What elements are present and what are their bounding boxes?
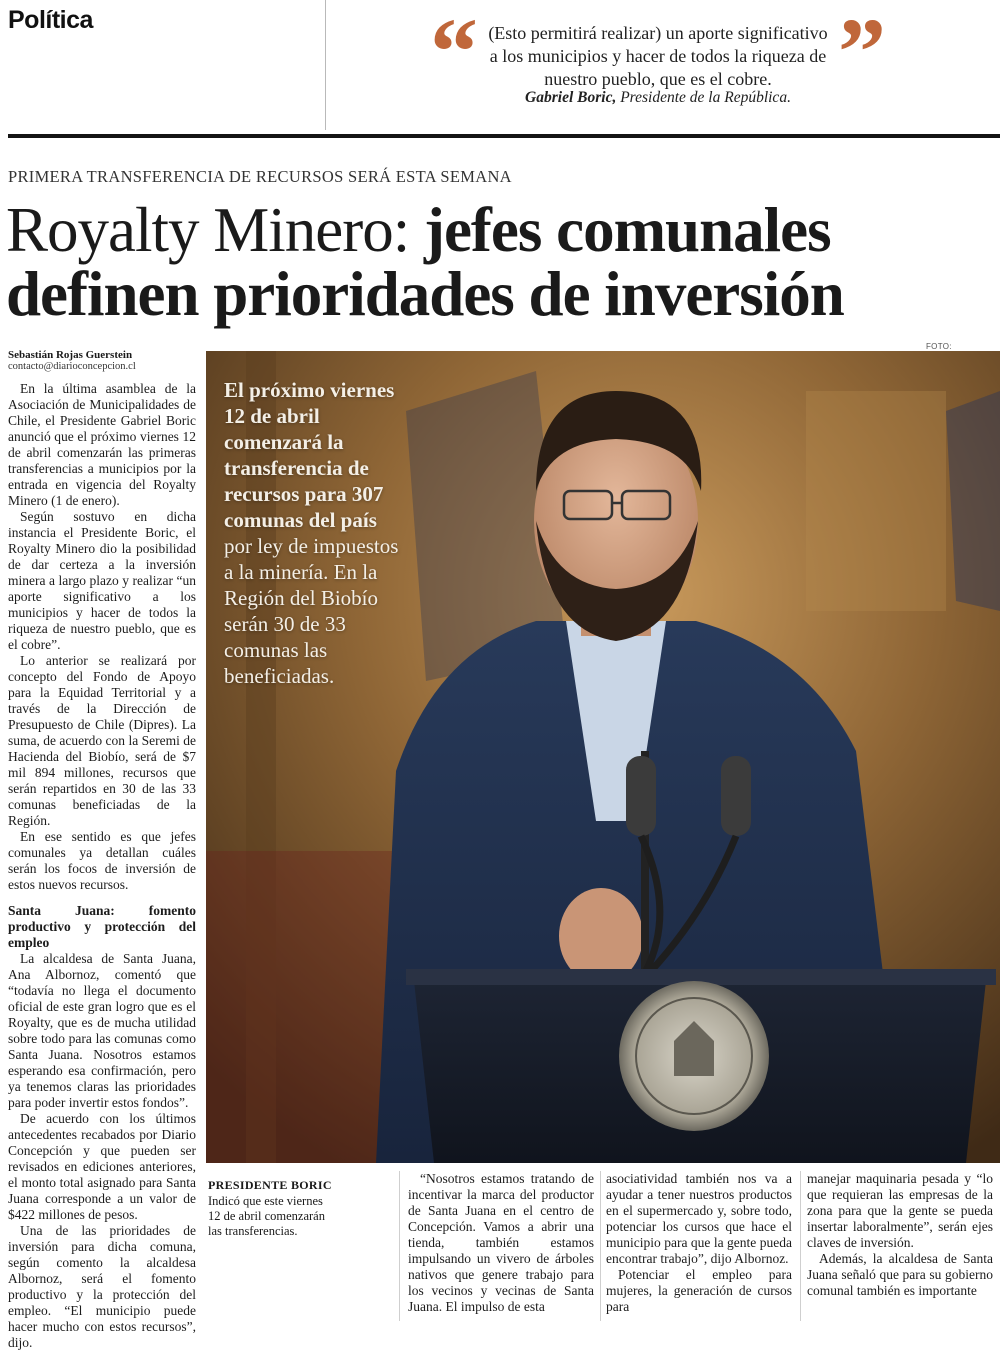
headline-light: Royalty Minero: <box>6 195 424 265</box>
paragraph: Según sostuvo en dicha instancia el Presidente Boric, el Royalty Minero dio la posibilidad de dar certeza a la inversión minera a largo plazo y realizar “un aporte significativo a los municipios y hacer de todos la riqueza de nuestro pueblo, que es el cobre”. <box>8 509 196 652</box>
column-rule <box>600 1171 601 1321</box>
close-quote-icon: ” <box>838 0 886 105</box>
paragraph: De acuerdo con los últimos antecedentes recabados por Diario Concepción y que pueden ser revisados en ediciones anteriores, el monto total asignado para Santa Juana corresponde a un valor de $422 millones de pesos. <box>8 1111 196 1222</box>
pull-quote-text: (Esto permitirá realizar) un aporte significativo a los municipios y hacer de todos la riqueza de nuestro pueblo, que es el cobre. <box>488 23 828 89</box>
photo-caption-title: PRESIDENTE BORIC <box>208 1178 332 1192</box>
article-column-b1 <box>408 1171 594 1315</box>
header-divider <box>325 0 326 130</box>
paragraph: manejar maquinaria pesada y “lo que requieran las empresas de la zona para que la gente se pueda insertar laboralmente”, serán ejes claves de inversión. <box>807 1171 993 1250</box>
article-kicker: PRIMERA TRANSFERENCIA DE RECURSOS SERÁ ESTA SEMANA <box>8 167 512 186</box>
section-label: Política <box>8 6 93 34</box>
photo-credit: FOTO: <box>926 342 952 351</box>
photo-overlay-bold: El próximo viernes 12 de abril comenzará la transferencia de recursos para 307 comunas del país <box>224 378 395 532</box>
article-subhead: Santa Juana: fomento productivo y protección del empleo <box>8 903 196 950</box>
paragraph: Una de las prioridades de inversión para dicha comuna, según comento la alcaldesa Albornoz, será el fomento productivo y la protección del empleo. “El municipio puede hacer mucho con estos recursos”, dijo. <box>8 1223 196 1350</box>
column-rule <box>800 1171 801 1321</box>
pull-quote-author-role: Presidente de la República. <box>616 89 791 106</box>
photo-overlay-regular: por ley de impuestos a la minería. En la Región del Biobío serán 30 de 33 comunas las beneficiadas. <box>224 534 399 688</box>
photo-overlay-text <box>224 377 404 689</box>
open-quote-icon: “ <box>430 0 478 105</box>
paragraph: En ese sentido es que jefes comunales ya detallan cuáles serán los focos de inversión de estos nuevos recursos. <box>8 829 196 892</box>
pull-quote-author: Gabriel Boric, <box>525 89 617 106</box>
article-headline <box>6 195 1000 329</box>
photo-mic-right <box>721 756 751 836</box>
headline-bold: jefes comunales definen prioridades de inversión <box>6 195 844 329</box>
paragraph: En la última asamblea de la Asociación de Municipalidades de Chile, el Presidente Gabriel Boric anunció que el próximo viernes 12 de abril comenzarán las primeras transferencias a municipios por la entrada en vigencia del Royalty Minero (1 de enero). <box>8 381 196 508</box>
paragraph: Lo anterior se realizará por concepto del Fondo de Apoyo para la Equidad Territorial y a través de la Dirección de Presupuesto de Chile (Dipres). La suma, de acuerdo con la Seremi de Hacienda del Biobío, será de $7 mil 894 millones, recursos que serán repartidos en 30 de las 33 comunas beneficiadas de la Región. <box>8 653 196 828</box>
paragraph: “Nosotros estamos tratando de incentivar la marca del productor de Santa Juana en el centro de Concepción. Vamos a abrir una tienda, también estamos impulsando un vivero de árboles nativos que genere trabajo para los vecinos y vecinas de Santa Juana. El impulso de esta <box>408 1171 594 1314</box>
article-column-left <box>8 381 196 1351</box>
paragraph: asociatividad también nos va a ayudar a tener nuestros productos en el supermercado y, sobre todo, potenciar los cursos que hace el municipio para que la gente pueda encontrar trabajo”, dijo Albornoz. <box>606 1171 792 1266</box>
photo-mic-left <box>626 756 656 836</box>
article-column-b2 <box>606 1171 792 1315</box>
photo-wall-frame <box>806 391 946 611</box>
paragraph: Potenciar el empleo para mujeres, la generación de cursos para <box>606 1267 792 1314</box>
photo-caption-text: Indicó que este viernes 12 de abril comenzarán las transferencias. <box>208 1194 325 1238</box>
pull-quote-attribution <box>485 89 831 107</box>
article-column-b3 <box>807 1171 993 1299</box>
paragraph: Además, la alcaldesa de Santa Juana señaló que para su gobierno comunal también es importante <box>807 1251 993 1298</box>
byline-email: contacto@diarioconcepcion.cl <box>8 361 136 372</box>
paragraph: La alcaldesa de Santa Juana, Ana Albornoz, comentó que “todavía no llega el documento oficial de este gran logro que es el Royalty, que es de mucha utilidad sobre todo para las comunas como Santa Juana. Nosotros estamos esperando esa confirmación, pero ya tenemos claras las prioridades para poder invertir estos fondos”. <box>8 951 196 1110</box>
byline-name: Sebastián Rojas Guerstein <box>8 349 133 361</box>
header-rule <box>8 134 1000 138</box>
column-rule <box>399 1171 400 1321</box>
